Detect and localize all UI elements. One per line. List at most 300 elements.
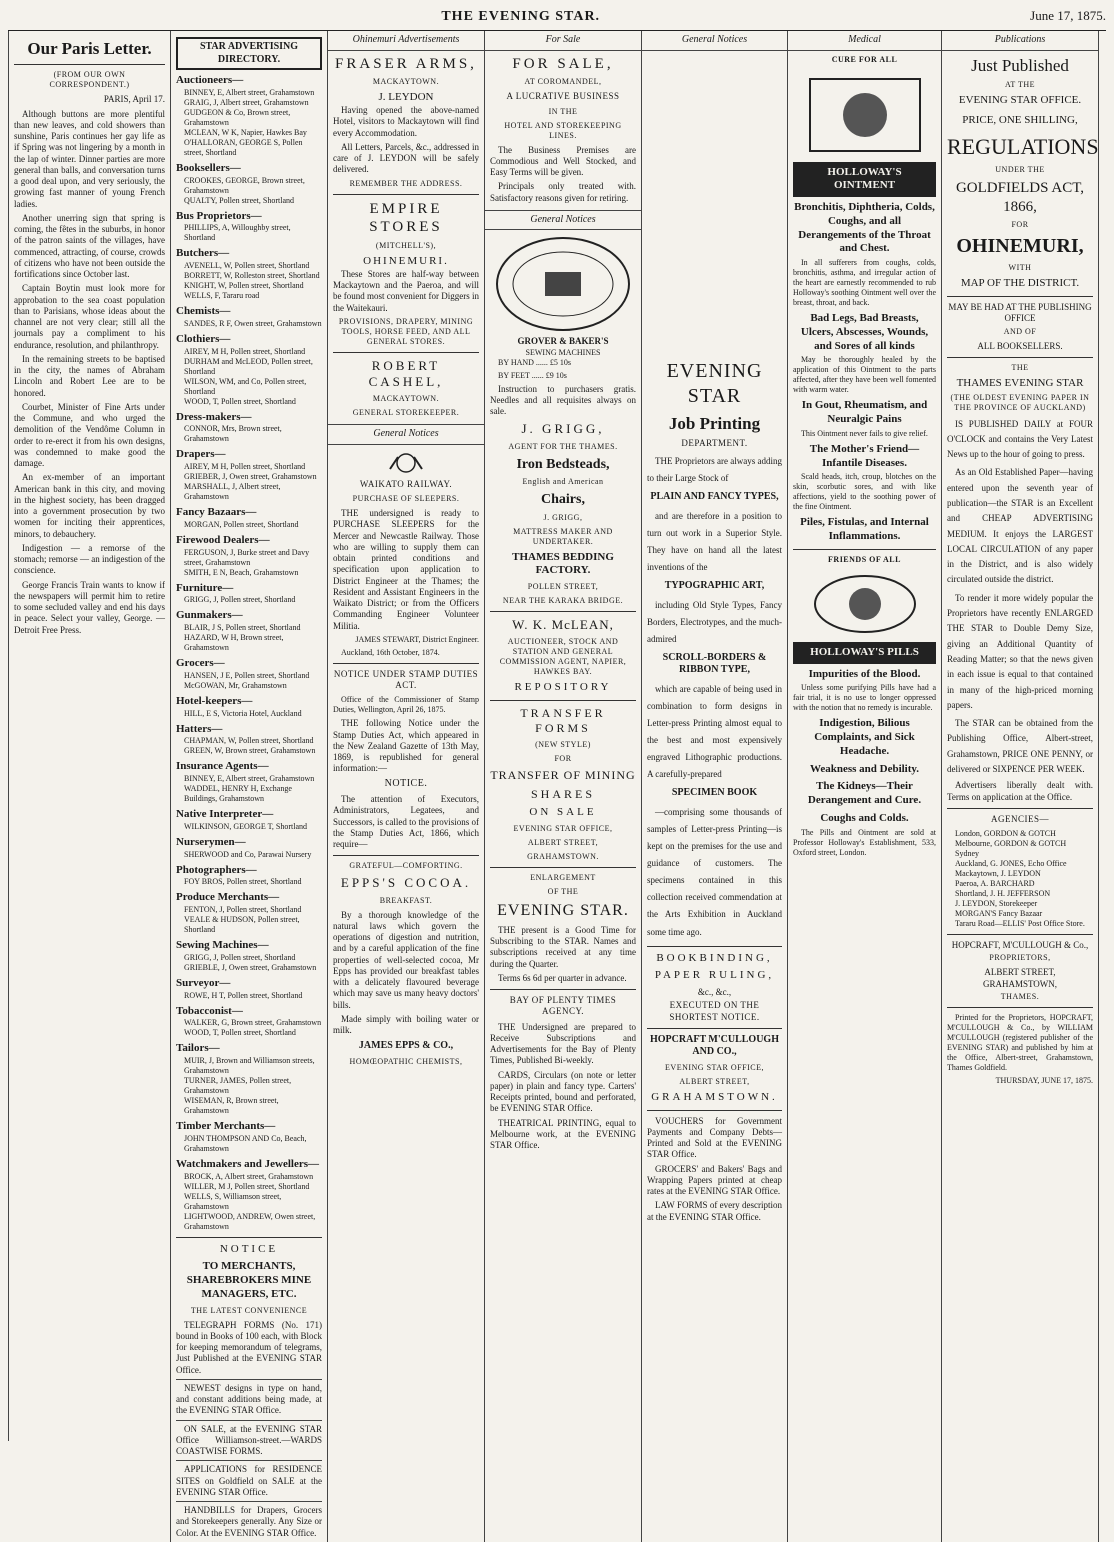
directory-entry: AIREY, M H, Pollen street, Shortland	[184, 346, 306, 356]
col-for-sale	[485, 31, 642, 1542]
agents-list	[947, 829, 1093, 929]
grigg-sub: AGENT FOR THE THAMES.	[508, 441, 618, 451]
with: WITH	[1008, 263, 1032, 273]
directory-entry: O'HALLORAN, GEORGE S, Pollen street, Shortland	[184, 137, 303, 157]
directory-category: Booksellers—	[176, 161, 241, 174]
med-mother: The Mother's Friend—Infantile Diseases.	[809, 442, 920, 469]
divider	[647, 1028, 782, 1029]
directory-entry: CHAPMAN, W, Pollen street, Shortland	[184, 736, 314, 746]
imprint-date: THURSDAY, JUNE 17, 1875.	[995, 1075, 1093, 1085]
grover-brand: GROVER & BAKER'S	[517, 336, 609, 347]
job-text-5: —comprising some thousands of samples of Letter-press Printing—is kept on the premises for the use and guidance of customers. The specimens contained in this collection received commendation at the Arts Exhibition in Auckland some time ago.	[647, 806, 782, 937]
column-heading: General Notices	[642, 31, 787, 51]
directory-entry: WALKER, G, Brown street, Grahamstown	[184, 1018, 322, 1028]
med-coughs: Coughs and Colds.	[820, 811, 909, 824]
divider	[490, 700, 636, 701]
grigg-2-sub: MATTRESS MAKER AND UNDERTAKER.	[513, 526, 613, 546]
pub-text-3: The STAR can be obtained from the Publishing Office, Albert-street, Grahamstown, PRICE ONE PENNY, or delivered or SIXPENCE PER WEEK.	[947, 718, 1093, 775]
directory-entry: BINNEY, E, Albert street, Grahamstown	[184, 87, 315, 97]
directory-category: Sewing Machines—	[176, 939, 269, 951]
under-the: UNDER THE	[995, 164, 1045, 174]
sale-title: FOR SALE,	[512, 55, 614, 72]
agencies: AGENCIES—	[991, 813, 1049, 824]
directory-entry: GUDGEON & Co, Brown street, Grahamstown	[184, 107, 291, 127]
col-directory	[171, 31, 328, 1542]
col-job-printing	[642, 31, 788, 1542]
directory-category: Timber Merchants—	[176, 1120, 276, 1132]
office: EVENING STAR OFFICE,	[513, 823, 613, 833]
directory-category: Clothiers—	[176, 332, 231, 345]
pub-text-4: Advertisers liberally dealt with. Terms on application at the Office.	[947, 780, 1093, 802]
directory-category: Native Interpreter—	[176, 808, 274, 820]
railway-signature: JAMES STEWART, District Engineer.	[355, 634, 479, 644]
column-heading: For Sale	[485, 31, 641, 51]
street: ALBERT STREET, GRAHAMSTOWN,	[982, 967, 1058, 989]
small-ad: HANDBILLS for Drapers, Grocers and Storekeepers generally. Any Size or Color. At the EVENING STAR Office.	[176, 1501, 322, 1539]
agent-entry: Tararu Road—ELLIS' Post Office Store.	[955, 919, 1085, 929]
directory-list	[176, 74, 322, 1232]
agent-entry: Paeroa, A. BARCHARD	[955, 879, 1035, 889]
sale-in: IN THE	[548, 106, 578, 116]
divider	[490, 867, 636, 868]
directory-entry: GRIGG, J, Pollen street, Shortland	[184, 595, 296, 605]
sale-text-2: Principals only treated with. Satisfactory reasons given for retiring.	[490, 181, 636, 203]
sale-text: The Business Premises are Commodious and Well Stocked, and Easy Terms will be given.	[490, 144, 636, 177]
theatrical-ad: THEATRICAL PRINTING, equal to Melbourne work, at the EVENING STAR Office.	[490, 1117, 636, 1150]
directory-entry: WELLS, F, Tararu road	[184, 291, 260, 300]
divider	[947, 357, 1093, 358]
remember: REMEMBER THE ADDRESS.	[349, 178, 463, 188]
directory-entry: FENTON, J, Pollen street, Shortland	[184, 905, 302, 914]
map: MAP OF THE DISTRICT.	[960, 277, 1080, 290]
thames-evening-star: THAMES EVENING STAR	[956, 376, 1084, 389]
agent-entry: Mackaytown, J. LEYDON	[955, 869, 1041, 879]
directory-entry: GRIEBLE, J, Owen street, Grahamstown	[184, 962, 317, 972]
fraser-place: MACKAYTOWN.	[372, 77, 440, 87]
directory-entry: ROWE, H T, Pollen street, Shortland	[184, 990, 303, 1000]
typographic-art: TYPOGRAPHIC ART,	[664, 580, 765, 592]
directory-entry: WOOD, T, Pollen street, Shortland	[184, 1028, 296, 1038]
col-publications	[942, 31, 1099, 1542]
directory-entry: AVENELL, W, Pollen street, Shortland	[184, 261, 310, 270]
spacer	[647, 55, 782, 355]
directory-entry: MARSHALL, J, Albert street, Grahamstown	[184, 482, 281, 501]
banner-cure: CURE FOR ALL	[831, 54, 898, 64]
med-kidneys: The Kidneys—Their Derangement and Cure.	[807, 780, 922, 806]
agent-entry: Melbourne, GORDON & GOTCH	[955, 839, 1067, 849]
cocoa-sub: BREAKFAST.	[379, 895, 433, 905]
directory-entry: DURHAM and McLEOD, Pollen street, Shortland	[184, 356, 313, 376]
on-sale: ON SALE	[529, 806, 597, 818]
etc: &c., &c.,	[697, 987, 732, 998]
paragraph: Captain Boytin must look more for approbation to the sea coast population than to Parisians, whose ideas about the channel are not very clear; still all the journals pay a compliment to his endurance, resolution, and philanthropy.	[14, 283, 165, 350]
fraser-text: Having opened the above-named Hotel, visitors to Mackaytown will find every Accommodation.	[333, 105, 479, 138]
holloway-pills: HOLLOWAY'S PILLS	[793, 642, 936, 664]
directory-category: Bus Proprietors—	[176, 209, 262, 222]
med-gout: In Gout, Rheumatism, and Neuralgic Pains	[801, 399, 928, 425]
cards-ad: CARDS, Circulars (on note or letter paper) in plain and fancy type. Carters' Receipts printed, bound and perforated, be EVENING STAR Office.	[490, 1069, 636, 1114]
directory-entry: AIREY, M H, Pollen street, Shortland	[184, 462, 306, 471]
divider	[947, 296, 1093, 297]
price-hand: BY HAND ...... £5 10s	[498, 357, 572, 367]
byline: (FROM OUR OWN CORRESPONDENT.)	[49, 70, 130, 90]
notice-heading: TO MERCHANTS, SHAREBROKERS MINE MANAGERS, ETC.	[186, 1260, 312, 1300]
plain-fancy-types: PLAIN AND FANCY TYPES,	[650, 491, 779, 503]
grocers-ad: GROCERS' and Bakers' Bags and Wrapping Papers printed at cheap rates at the EVENING STAR Office.	[647, 1163, 782, 1197]
divider	[333, 855, 479, 856]
job-text-1: THE Proprietors are always adding to their Large Stock of	[647, 456, 782, 484]
goldfields-act: GOLDFIELDS ACT, 1866,	[955, 179, 1085, 215]
notice-text: TELEGRAPH FORMS (No. 171) bound in Books of 100 each, with Block for keeping memorandum of telegrams, Just Published at the EVENING STAR Office.	[176, 1319, 322, 1375]
chairs: Chairs,	[541, 492, 585, 507]
for: FOR	[1011, 220, 1029, 230]
directory-entry: CROOKES, GEORGE, Brown street, Grahamstown	[184, 175, 305, 195]
evening-star-title: EVENING STAR.	[497, 901, 629, 919]
beds-sub: English and American	[522, 477, 604, 486]
newspaper-title: THE EVENING STAR.	[441, 9, 601, 24]
leydon: J. LEYDON	[378, 91, 434, 104]
transfer-mining: TRANSFER OF MINING	[490, 768, 636, 782]
paris-letter-heading: Our Paris Letter.	[27, 39, 152, 58]
directory-entry: QUALTY, Pollen street, Shortland	[184, 195, 294, 205]
general-notices-heading: General Notices	[485, 210, 641, 231]
directory-entry: BINNEY, E, Albert street, Grahamstown	[184, 774, 315, 783]
med-blood: Impurities of the Blood.	[808, 667, 921, 680]
at-the: AT THE	[1004, 79, 1036, 89]
transfer-forms: TRANSFER FORMS	[520, 706, 606, 735]
columns	[8, 31, 1106, 1538]
stamp-office: Office of the Commissioner of Stamp Duties, Wellington, April 26, 1875.	[333, 695, 479, 715]
notice-2-title: NOTICE.	[384, 777, 428, 789]
paragraph: Indigestion — a remorse of the stomach; remorse — an indigestion of the conscience.	[14, 542, 165, 576]
divider	[647, 1110, 782, 1111]
agent-entry: London, GORDON & GOTCH	[955, 829, 1056, 839]
department: DEPARTMENT.	[681, 437, 748, 448]
column-heading: Medical	[788, 31, 941, 51]
small-ad: APPLICATIONS for RESIDENCE SITES on Goldfield on SALE at the EVENING STAR Office.	[176, 1460, 322, 1498]
directory-entry: CONNOR, Mrs, Brown street, Grahamstown	[184, 424, 282, 444]
railway-title: WAIKATO RAILWAY.	[359, 478, 453, 489]
directory-entry: GRAIG, J, Albert street, Grahamstown	[184, 97, 309, 107]
directory-category: Insurance Agents—	[176, 760, 269, 773]
street: ALBERT STREET,	[679, 1076, 750, 1086]
banner-friends: FRIENDS OF ALL	[828, 554, 901, 564]
holloway-emblem-icon	[800, 69, 930, 159]
law-forms-ad: LAW FORMS of every description at the EVENING STAR Office.	[647, 1200, 782, 1222]
sale-line-2: HOTEL AND STOREKEEPING LINES.	[504, 120, 622, 140]
directory-entry: WELLS, S, Williamson street, Grahamstown	[184, 1191, 282, 1211]
med-blood-text: Unless some purifying Pills have had a fair trial, it is no use to longer oppressed with the notion that no remedy is incurable.	[793, 683, 936, 713]
directory-category: Produce Merchants—	[176, 891, 280, 904]
price-feet: BY FEET ...... £9 10s	[498, 370, 567, 380]
job-text-4: which are capable of being used in combination to form designs in Letter-press Printing almost equal to the best and most expensively engraved Lithographic productions. A carefully-prepared	[647, 683, 782, 780]
pub-text-1: As an Old Established Paper—having entered upon the seventh year of publication—the STAR is an Excellent and CHEAP ADVERTISING MEDIUM. It enjoys the LARGEST LOCAL CIRCULATION of any paper in the District, and is also widely circulated outside the district.	[947, 467, 1093, 585]
iron-bedsteads: Iron Bedsteads,	[516, 456, 610, 472]
cocoa-pre: GRATEFUL—COMFORTING.	[349, 861, 463, 871]
divider	[793, 549, 936, 550]
executed: EXECUTED ON THE SHORTEST NOTICE.	[669, 1000, 760, 1022]
office: EVENING STAR OFFICE,	[665, 1062, 764, 1072]
proprietors: PROPRIETORS,	[989, 953, 1051, 963]
directory-category: Surveyor—	[176, 976, 231, 989]
directory-entry: WILSON, WM, and Co, Pollen street, Shortland	[184, 376, 307, 396]
sale-line: A LUCRATIVE BUSINESS	[506, 91, 620, 102]
divider	[947, 808, 1093, 809]
just-published: Just Published	[971, 55, 1069, 75]
the: THE	[1011, 362, 1029, 372]
bedding-factory: THAMES BEDDING FACTORY.	[512, 550, 614, 577]
directory-category: Tobacconist—	[176, 1004, 243, 1017]
directory-entry: HILL, E S, Victoria Hotel, Auckland	[184, 708, 302, 718]
directory-category: Dress-makers—	[176, 410, 252, 423]
pub-daily: IS PUBLISHED DAILY at FOUR O'CLOCK and contains the Very Latest News up to the hour of going to press.	[947, 418, 1093, 460]
directory-entry: GREEN, W, Brown street, Grahamstown	[184, 746, 316, 756]
plenty-text: THE Undersigned are prepared to Receive Subscriptions and Advertisements for the Bay of Plenty Times, Published Bi-weekly.	[490, 1021, 636, 1066]
directory-entry: SMITH, E N, Beach, Grahamstown	[184, 567, 299, 577]
hopcraft: HOPCRAFT, M'CULLOUGH & Co.,	[951, 940, 1089, 951]
job-text-3: including Old Style Types, Fancy Borders, Electrotypes, and the much-admired	[647, 599, 782, 644]
paragraph: In the remaining streets to be baptised in the city, the names of Abraham Lincoln and Robert Lee are to be honored.	[14, 353, 165, 398]
transfer-for: FOR	[554, 754, 572, 763]
divider	[333, 663, 479, 664]
med-legs: Bad Legs, Bad Breasts, Ulcers, Abscesses, Wounds, and Sores of all kinds	[800, 312, 929, 352]
med-weakness: Weakness and Debility.	[809, 762, 920, 775]
directory-entry: BORRETT, W, Rolleston street, Shortland	[184, 271, 320, 280]
empire-text: These Stores are half-way between Mackaytown and the Paeroa, and will be found most convenient for Diggers in the Waitekauri.	[333, 268, 479, 313]
directory-entry: PHILLIPS, A, Willoughby street, Shortland	[184, 223, 291, 243]
med-mother-text: Scald heads, itch, croup, blotches on the skin, scorbutic sores, and with like affections, yield to the soothing power of the fine Ointment.	[793, 472, 936, 512]
directory-entry: SANDES, R F, Owen street, Grahamstown	[184, 318, 322, 328]
directory-entry: SHERWOOD and Co, Parawai Nursery	[184, 849, 312, 859]
stamp-notice-title: NOTICE UNDER STAMP DUTIES ACT.	[333, 668, 479, 690]
directory-category: Grocers—	[176, 657, 225, 669]
may-be-had: MAY BE HAD AT THE PUBLISHING OFFICE	[948, 302, 1092, 324]
col-ohinemuri	[328, 31, 485, 1542]
directory-category: Drapers—	[176, 448, 226, 461]
directory-entry: TURNER, JAMES, Pollen street, Grahamstown	[184, 1076, 292, 1095]
railway-text: THE undersigned is ready to PURCHASE SLEEPERS for the Mercer and Newcastle Railway. Those who are willing to supply them can obtain printed conditions and specification upon application to District Engineer at the Thames; the Resident and Assistant Engineers in the Waikato District; or from the Officers Commanding Engineer Volunteer Militia.	[333, 508, 479, 631]
masthead-spacer	[8, 8, 11, 24]
dateline: PARIS, April 17.	[103, 94, 165, 105]
directory-entry: KNIGHT, W, Pollen street, Shortland	[184, 281, 304, 290]
general-notices-heading: General Notices	[328, 424, 484, 445]
issue-date: June 17, 1875.	[1030, 8, 1106, 23]
mclean: W. K. McLEAN,	[512, 617, 614, 632]
directory-entry: WISEMAN, R, Brown street, Grahamstown	[184, 1096, 279, 1115]
empire-stores: EMPIRE STORES	[369, 200, 443, 236]
agent-entry: Auckland, G. JONES, Echo Office	[955, 859, 1067, 869]
imprint: Printed for the Proprietors, HOPCRAFT, M'CULLOUGH & Co., by WILLIAM M'CULLOUGH (registered publisher of the EVENING STAR) and published by him at the Office, Albert-street, Grahamstown, Thames Goldfield.	[947, 1012, 1093, 1072]
directory-category: Butchers—	[176, 247, 230, 260]
robert-cashel: ROBERT CASHEL,	[368, 357, 444, 389]
directory-category: Hatters—	[176, 722, 223, 735]
railway-date: Auckland, 16th October, 1874.	[341, 647, 440, 657]
cocoa-made: Made simply with boiling water or milk.	[333, 1013, 479, 1035]
divider	[333, 352, 479, 353]
stamp-text: THE following Notice under the Stamp Duties Act, which appeared in the New Zealand Gazette of 13th May, 1869, is republished for general information:—	[333, 718, 479, 774]
repository: REPOSITORY	[514, 681, 612, 694]
town: GRAHAMSTOWN.	[527, 851, 599, 861]
bookbinding: BOOKBINDING,	[656, 951, 773, 964]
empire-place: OHINEMURI.	[363, 255, 449, 267]
directory-category: Watchmakers and Jewellers—	[176, 1157, 319, 1170]
fraser-arms: FRASER ARMS,	[335, 55, 477, 72]
sewing-machine-emblem-icon	[493, 234, 633, 334]
factory-near: NEAR THE KARAKA BRIDGE.	[502, 596, 624, 605]
directory-entry: VEALE & HUDSON, Pollen street, Shortland	[184, 915, 300, 934]
directory-category: Chemists—	[176, 305, 231, 317]
directory-category: Gunmakers—	[176, 609, 243, 622]
factory-street: POLLEN STREET,	[527, 582, 599, 591]
med-gout-text: This Ointment never fails to give relief.	[801, 428, 928, 438]
directory-entry: FERGUSON, J, Burke street and Davy street, Grahamstown	[184, 547, 310, 567]
street: ALBERT STREET,	[527, 837, 599, 847]
column-heading: Publications	[942, 31, 1098, 51]
cocoa-text: By a thorough knowledge of the natural laws which govern the operations of digestion and nutrition, and by a careful application of the fine properties of well-selected cocoa, Mr Epps has provided our breakfast tables with a delicately flavoured beverage which may save us many heavy doctors' bills.	[333, 909, 479, 1010]
grover-sub: SEWING MACHINES	[525, 347, 601, 357]
divider	[333, 194, 479, 195]
med-indigestion: Indigestion, Bilious Complaints, and Sick Headache.	[814, 717, 915, 757]
med-bronchitis: Bronchitis, Diphtheria, Colds, Coughs, and all Derangements of the Throat and Chest.	[794, 201, 935, 255]
notice-2-text: The attention of Executors, Administrators, Legatees, and Successors, is called to the provisions of the Stamp Duties Act, 1866, which require—	[333, 794, 479, 849]
transfer-sub: (NEW STYLE)	[535, 740, 591, 749]
notice-title: NOTICE	[219, 1242, 279, 1255]
directory-category: Furniture—	[176, 581, 234, 594]
directory-category: Hotel-keepers—	[176, 694, 253, 707]
railway-sub: PURCHASE OF SLEEPERS.	[352, 494, 460, 503]
cashel-trade: GENERAL STOREKEEPER.	[352, 408, 460, 418]
agent-entry: Shortland, J. H. JEFFERSON	[955, 889, 1051, 899]
cashel-place: MACKAYTOWN.	[372, 394, 440, 404]
small-ads	[176, 1379, 322, 1539]
directory-entry: MORGAN, Pollen street, Shortland	[184, 519, 299, 529]
subscription-text: THE present is a Good Time for Subscribing to the STAR. Names and subscriptions received at any time during the Quarter.	[490, 924, 636, 969]
divider	[947, 934, 1093, 935]
notice-sub: THE LATEST CONVENIENCE	[190, 1305, 308, 1315]
paragraph: Courbet, Minister of Fine Arts under the Commune, and who urged the demolition of the Vendôme Column in order to re-erect it from his own designs, was condemned to make good the damage.	[14, 401, 165, 468]
price: PRICE, ONE SHILLING,	[962, 113, 1078, 126]
fraser-text-2: All Letters, Parcels, &c., addressed in care of J. LEYDON will be safely delivered.	[333, 141, 479, 175]
instruction-text: Instruction to purchasers gratis. Needles and all requisites always on sale.	[490, 383, 636, 416]
oldest-paper: (THE OLDEST EVENING PAPER IN THE PROVINCE OF AUCKLAND)	[950, 392, 1090, 412]
divider	[647, 946, 782, 947]
med-legs-text: May be thoroughly healed by the application of this Ointment to the parts affected, after they have been well fomented with warm water.	[793, 355, 936, 395]
office: EVENING STAR OFFICE.	[958, 93, 1082, 106]
empire-goods: PROVISIONS, DRAPERY, MINING TOOLS, HORSE FEED, AND ALL GENERAL STORES.	[338, 316, 474, 346]
scroll-borders: SCROLL-BORDERS & RIBBON TYPE,	[662, 651, 767, 676]
directory-heading: STAR ADVERTISING DIRECTORY.	[176, 37, 322, 70]
vouchers-ad: VOUCHERS for Government Payments and Company Debts—Printed and Sold at the EVENING STAR Office.	[647, 1115, 782, 1160]
small-ad: NEWEST designs in type on hand, and constant additions being made, at the EVENING STAR Office.	[176, 1379, 322, 1417]
masthead	[8, 8, 1106, 31]
col-paris-letter	[9, 31, 171, 1542]
col-medical	[788, 31, 942, 1542]
med-bronchitis-text: In all sufferers from coughs, colds, bronchitis, asthma, and irregular action of the heart are earnestly recommended to rub Holloway's soothing Ointment well over the breast, throat, and back.	[793, 258, 936, 307]
directory-entry: HAZARD, W H, Brown street, Grahamstown	[184, 633, 284, 652]
holloway-ointment: HOLLOWAY'S OINTMENT	[793, 162, 936, 198]
paper-ruling: PAPER RULING,	[654, 969, 775, 982]
plenty-times: BAY OF PLENTY TIMES AGENCY.	[509, 995, 617, 1017]
cocoa-title: EPPS'S COCOA.	[340, 875, 472, 891]
divider	[14, 64, 165, 65]
directory-category: Tailors—	[176, 1042, 220, 1055]
holloway-pills-emblem-icon	[805, 569, 925, 639]
pub-text-2: To render it more widely popular the Proprietors have recently ENLARGED THE STAR to Double Demy Size, giving an Additional Quantity of Reading Matter; so that the news given in each issue is equal to that contained in many of the high-priced morning papers.	[947, 592, 1093, 710]
job-text-2: and are therefore in a position to turn out work in a Superior Style. They have on hand all the latest inventions of the	[647, 510, 782, 572]
directory-entry: BLAIR, J S, Pollen street, Shortland	[184, 623, 301, 632]
med-piles: Piles, Fistulas, and Internal Inflammations.	[800, 516, 929, 542]
shares: SHARES	[530, 787, 595, 801]
directory-entry: BROCK, A, Albert street, Grahamstown	[184, 1171, 314, 1181]
thames: THAMES.	[1000, 991, 1040, 1001]
directory-category: Photographers—	[176, 863, 257, 876]
specimen-book: SPECIMEN BOOK	[671, 787, 758, 799]
directory-category: Nurserymen—	[176, 835, 246, 848]
divider	[490, 989, 636, 990]
cocoa-firm-2: HOMŒOPATHIC CHEMISTS,	[349, 1056, 463, 1066]
paris-letter-body	[14, 109, 165, 636]
directory-entry: FOY BROS, Pollen street, Shortland	[184, 877, 302, 887]
directory-category: Firewood Dealers—	[176, 533, 270, 546]
column-heading: Ohinemuri Advertisements	[328, 31, 484, 51]
agent-entry: Sydney	[955, 849, 979, 859]
divider	[947, 1007, 1093, 1008]
directory-entry: GRIEBER, J, Owen street, Grahamstown	[184, 472, 317, 481]
terms: Terms 6s 6d per quarter in advance.	[498, 972, 627, 983]
agent-entry: J. LEYDON, Storekeeper	[955, 899, 1038, 909]
sale-place: AT COROMANDEL,	[524, 77, 602, 87]
directory-entry: MCLEAN, W K, Napier, Hawkes Bay	[184, 127, 307, 137]
directory-category: Auctioneers—	[176, 74, 244, 86]
paragraph: An ex-member of an important American bank in this city, and moving in the highest society, has been dragged into a government prosecution by two women for inciting their apprentices, minors, to debauchery.	[14, 472, 165, 539]
agent-entry: MORGAN'S Fancy Bazaar	[955, 909, 1043, 919]
paragraph: Although buttons are more plentiful than new leaves, and cold showers than sunshine, Paris continues her gay life as if Spring was not lingering by a month in the lap of winter. Dinner parties are more general than balls, and conversation turns a good deal upon, and very seriously, the growing fast manner of young French ladies.	[14, 108, 165, 209]
med-footer: The Pills and Ointment are sold at Professor Holloway's Establishment, 533, Oxford street, London.	[793, 827, 936, 857]
empire-sub: (MITCHELL'S),	[375, 241, 437, 250]
town: GRAHAMSTOWN.	[651, 1090, 778, 1103]
mclean-text: AUCTIONEER, STOCK AND STATION AND GENERAL COMMISSION AGENT, NAPIER, HAWKES BAY.	[499, 637, 627, 677]
ohinemuri: OHINEMURI,	[956, 235, 1084, 258]
directory-entry: GRIGG, J, Pollen street, Shortland	[184, 952, 296, 962]
royal-crest-icon	[386, 449, 426, 477]
hopcraft: HOPCRAFT M'CULLOUGH AND CO.,	[650, 1033, 779, 1058]
directory-entry: WOOD, T, Pollen street, Shortland	[184, 396, 296, 406]
and-of: AND OF	[1003, 326, 1037, 336]
divider	[176, 1237, 322, 1238]
directory-entry: WILKINSON, GEORGE T, Shortland	[184, 821, 308, 831]
directory-entry: HANSEN, J E, Pollen street, Shortland	[184, 670, 310, 680]
directory-entry: MUIR, J, Brown and Williamson streets, Grahamstown	[184, 1056, 315, 1075]
cocoa-firm: JAMES EPPS & CO.,	[358, 1040, 454, 1052]
directory-entry: WADDEL, HENRY H, Exchange Buildings, Grahamstown	[184, 784, 292, 803]
directory-entry: McGOWAN, Mr, Grahamstown	[184, 680, 287, 690]
enlargement: ENLARGEMENT	[530, 872, 596, 882]
grigg: J. GRIGG,	[521, 421, 605, 437]
regulations: REGULATIONS	[947, 134, 1099, 160]
grigg-2: J. GRIGG,	[543, 512, 583, 522]
divider	[490, 611, 636, 612]
evening-star-title: EVENING STAR	[666, 359, 763, 407]
directory-category: Fancy Bazaars—	[176, 506, 257, 518]
directory-entry: LIGHTWOOD, ANDREW, Owen street, Grahamstown	[184, 1211, 316, 1231]
of-the: OF THE	[547, 886, 579, 896]
paragraph: Another unerring sign that spring is coming, the fêtes in the suburbs, in honor of the patron saints of the villages, have commenced, attracting, of course, crowds of citizens who have not been outside the fortifications since October last.	[14, 212, 165, 279]
directory-entry: WILLER, M J, Pollen street, Shortland	[184, 1181, 310, 1191]
all-booksellers: ALL BOOKSELLERS.	[977, 340, 1063, 351]
small-ad: ON SALE, at the EVENING STAR Office Williamson-street.—WARDS COASTWISE FORMS.	[176, 1420, 322, 1458]
paragraph: George Francis Train wants to know if the newspapers will permit him to retire to some secluded valley and end his days in peace. Select your valley, George. — Detroit Free Press.	[14, 579, 165, 635]
job-printing: Job Printing	[668, 413, 761, 433]
